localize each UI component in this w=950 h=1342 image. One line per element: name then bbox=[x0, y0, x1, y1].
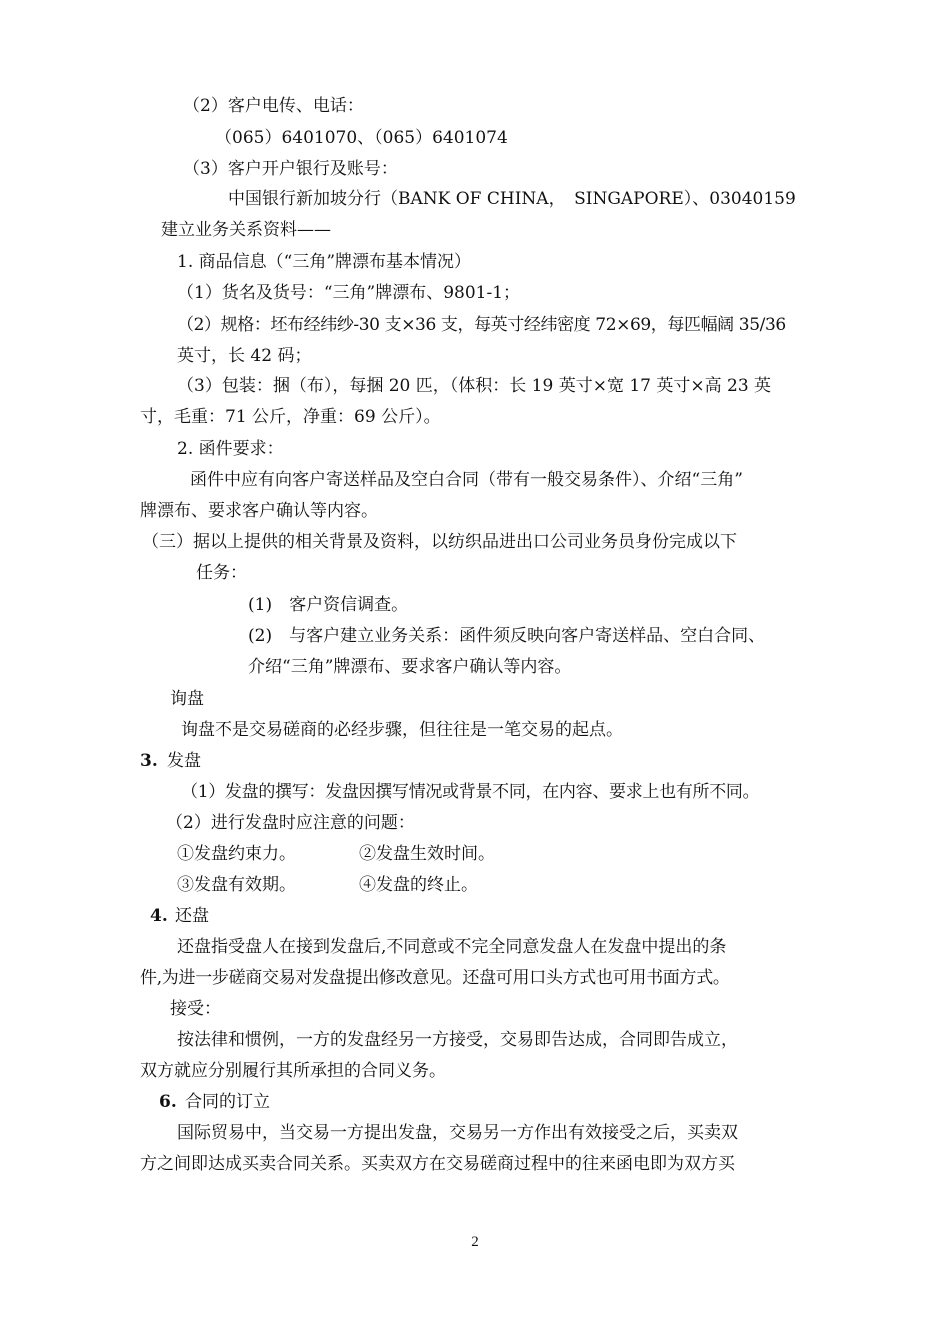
section-heading: 合同的订立 bbox=[185, 1092, 270, 1112]
section-number: 6. bbox=[159, 1092, 177, 1112]
text-line: 介绍“三角”牌漂布、要求客户确认等内容。 bbox=[248, 657, 572, 677]
text-line: （065）6401070、（065）6401074 bbox=[215, 128, 508, 148]
text-line: 按法律和惯例，一方的发盘经另一方接受，交易即告达成，合同即告成立， bbox=[177, 1030, 738, 1050]
text-line: ③发盘有效期。 bbox=[177, 875, 296, 895]
text-line: （1）货名及货号：“三角”牌漂布、9801-1； bbox=[177, 283, 521, 303]
text-line: 函件中应有向客户寄送样品及空白合同（带有一般交易条件）、介绍“三角” bbox=[190, 470, 743, 490]
section-heading: 接受： bbox=[170, 999, 221, 1019]
text-line: （2）进行发盘时应注意的问题： bbox=[166, 813, 415, 833]
section-number: 3. bbox=[140, 751, 158, 771]
text-line: （3）客户开户银行及账号： bbox=[183, 159, 398, 179]
text-line: 件,为进一步磋商交易对发盘提出修改意见。还盘可用口头方式也可用书面方式。 bbox=[140, 968, 730, 988]
text-line: 英寸，长 42 码； bbox=[177, 346, 312, 366]
text-line: 任务： bbox=[196, 563, 247, 583]
text-line: 牌漂布、要求客户确认等内容。 bbox=[140, 501, 378, 521]
text-line: （2）客户电传、电话： bbox=[183, 96, 364, 116]
text-line: （1）发盘的撰写：发盘因撰写情况或背景不同，在内容、要求上也有所不同。 bbox=[181, 782, 760, 802]
text-line: 2. 函件要求： bbox=[177, 439, 284, 459]
text-line: 双方就应分别履行其所承担的合同义务。 bbox=[140, 1061, 446, 1081]
text-line: 1. 商品信息（“三角”牌漂布基本情况） bbox=[177, 252, 472, 272]
text-line: 询盘不是交易磋商的必经步骤，但往往是一笔交易的起点。 bbox=[181, 720, 623, 740]
text-line: ①发盘约束力。 bbox=[177, 844, 296, 864]
section-heading: 发盘 bbox=[167, 751, 201, 771]
text-line: 中国银行新加坡分行（BANK OF CHINA， SINGAPORE）、03040159 bbox=[228, 189, 796, 209]
text-line: 建立业务关系资料—— bbox=[161, 220, 331, 240]
text-line: ④发盘的终止。 bbox=[359, 875, 478, 895]
text-line: （三）据以上提供的相关背景及资料，以纺织品进出口公司业务员身份完成以下 bbox=[142, 532, 737, 552]
section-heading: 还盘 bbox=[175, 906, 209, 926]
section-heading: 询盘 bbox=[170, 689, 204, 709]
text-line: (2) 与客户建立业务关系：函件须反映向客户寄送样品、空白合同、 bbox=[248, 626, 766, 646]
page-number: 2 bbox=[471, 1234, 479, 1250]
text-line: 方之间即达成买卖合同关系。买卖双方在交易磋商过程中的往来函电即为双方买 bbox=[140, 1154, 735, 1174]
section-number: 4. bbox=[150, 906, 168, 926]
text-line: 国际贸易中，当交易一方提出发盘，交易另一方作出有效接受之后，买卖双 bbox=[177, 1123, 738, 1143]
text-line: （3）包装：捆（布），每捆 20 匹，（体积：长 19 英寸×宽 17 英寸×高 23 英 bbox=[177, 376, 772, 396]
text-line: (1) 客户资信调查。 bbox=[248, 595, 409, 615]
text-line: ②发盘生效时间。 bbox=[359, 844, 495, 864]
text-line: 寸，毛重：71 公斤，净重：69 公斤）。 bbox=[140, 407, 441, 427]
text-line: （2）规格：坯布经纬纱-30 支×36 支，每英寸经纬密度 72×69，每匹幅阔 35/36 bbox=[177, 315, 786, 335]
text-line: 还盘指受盘人在接到发盘后,不同意或不完全同意发盘人在发盘中提出的条 bbox=[177, 937, 727, 957]
